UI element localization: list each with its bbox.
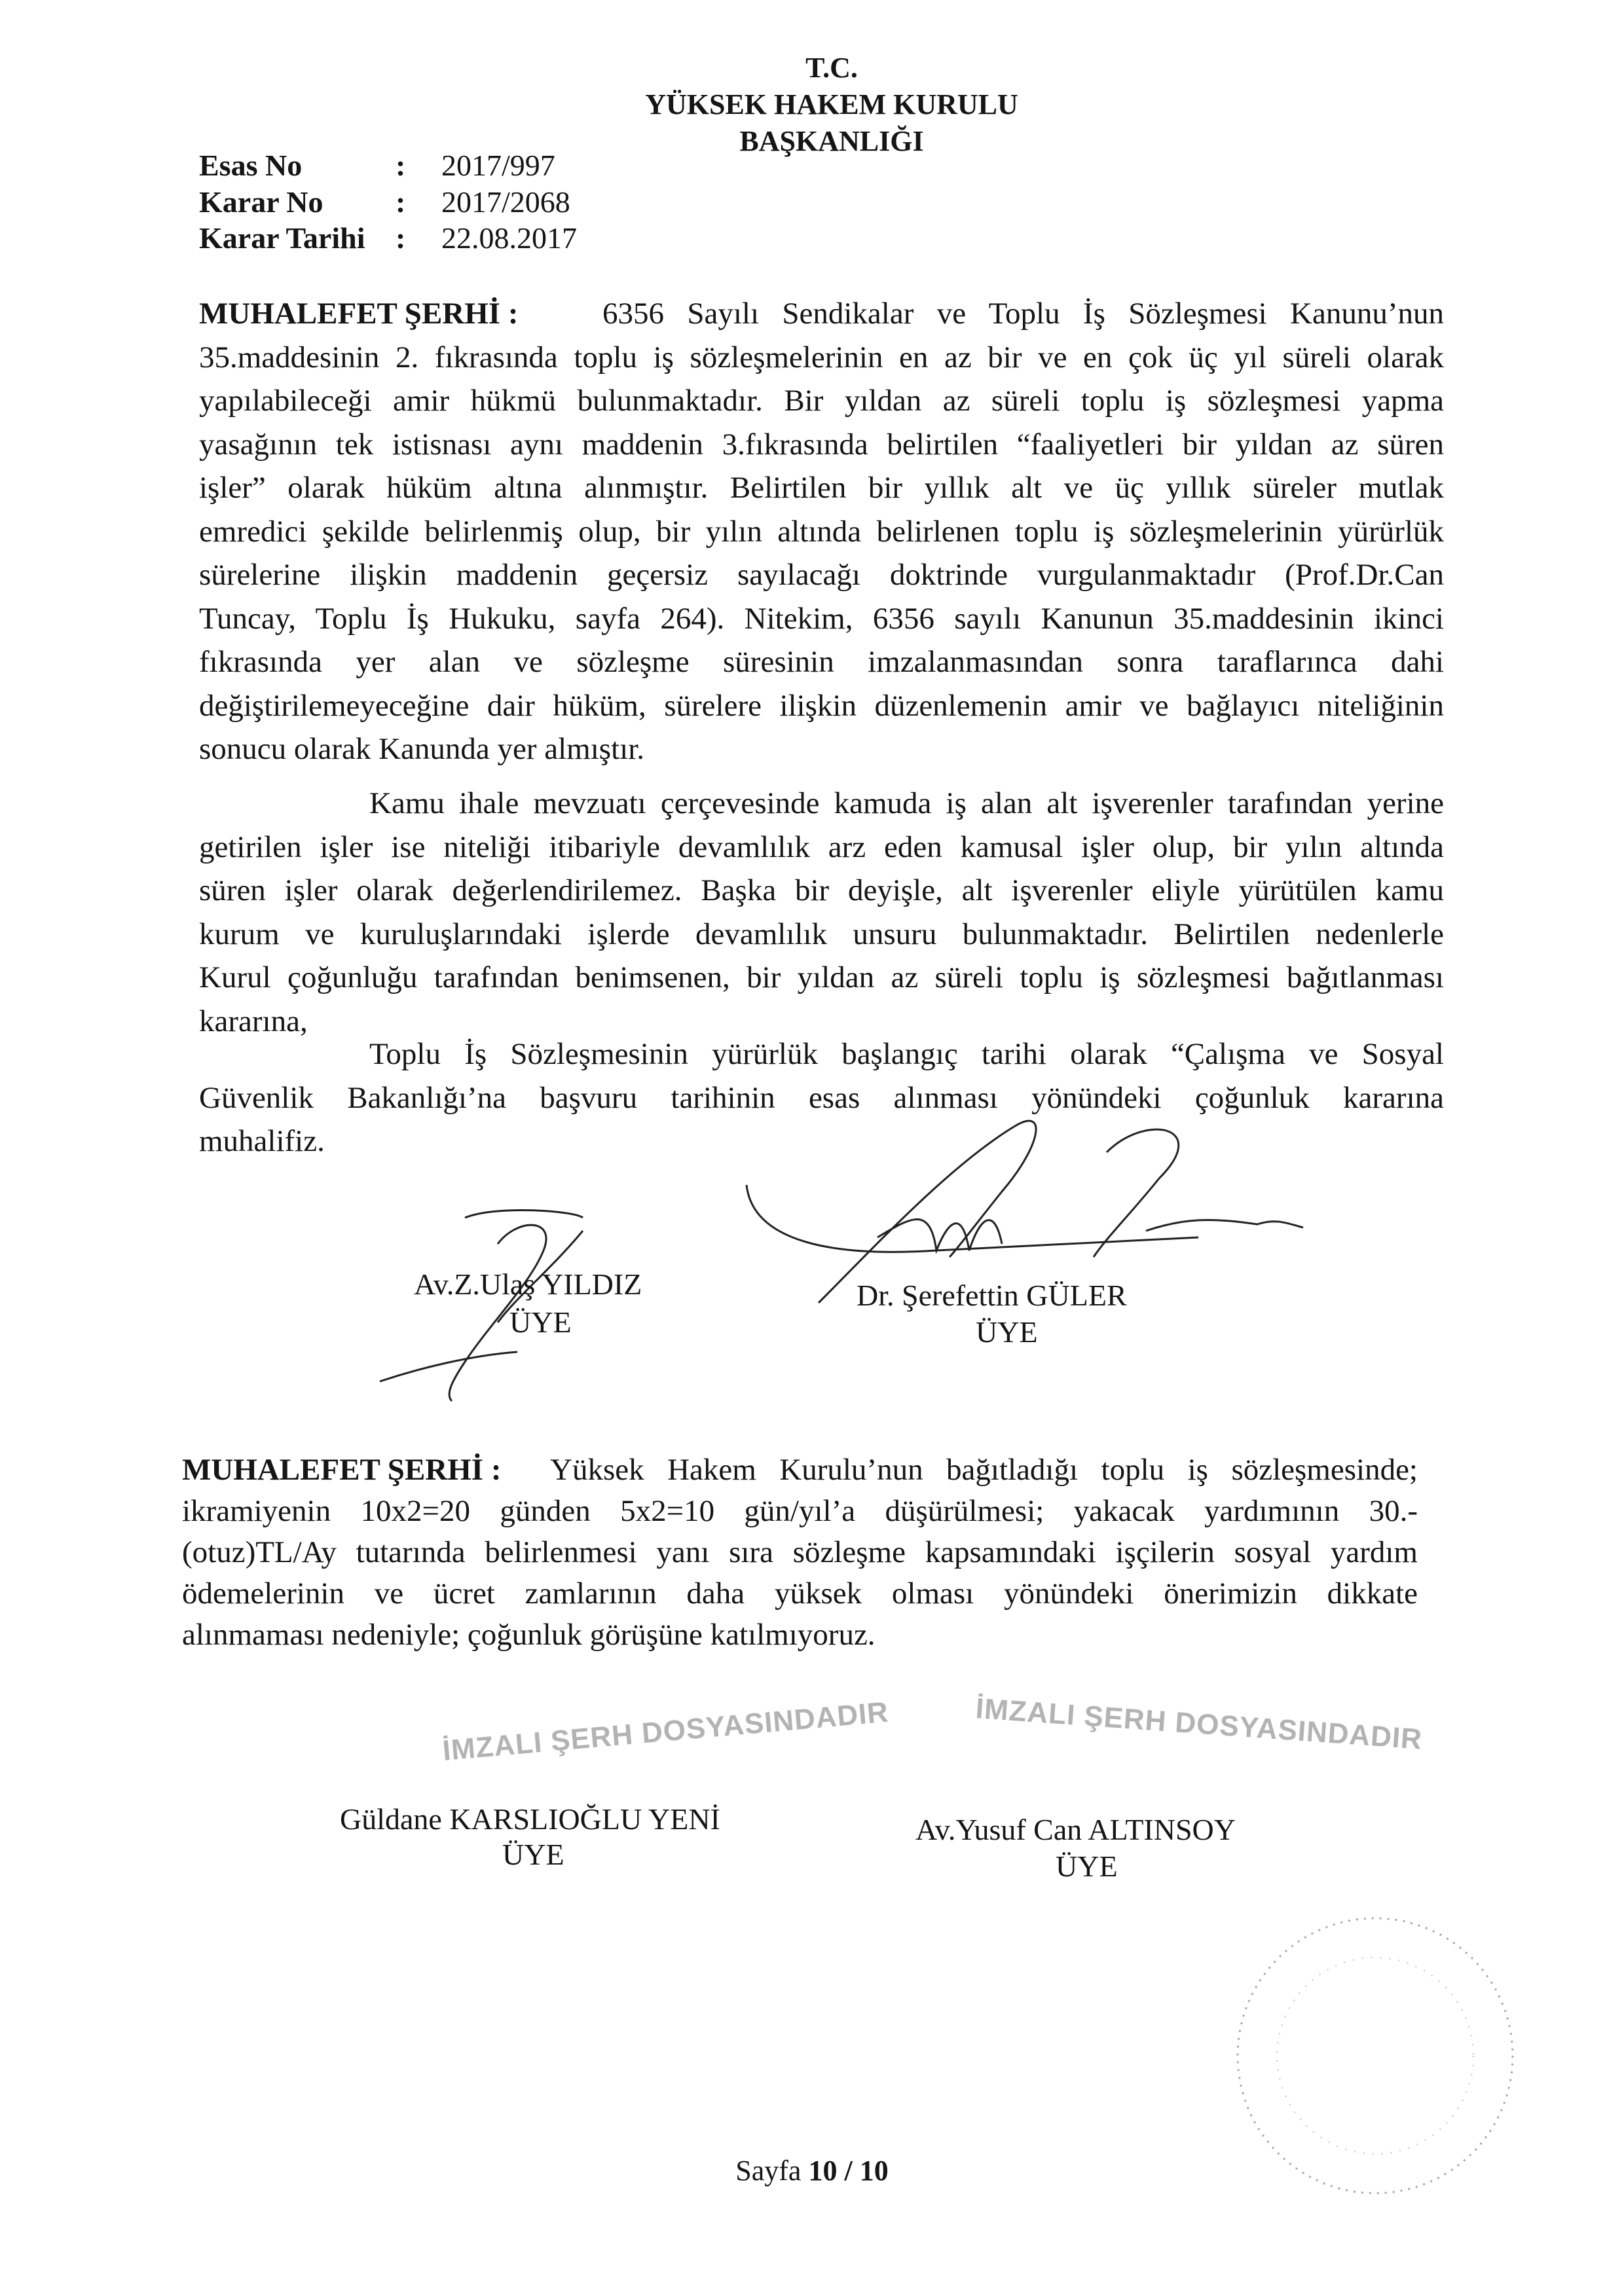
paragraph-line: getirilen işler ise niteliği itibariyle devamlılık arz eden kamusal işler olup, bir yılın altında [199, 829, 1444, 864]
karar-tarihi-row [199, 221, 577, 255]
paragraph-line: Tuncay, Toplu İş Hukuku, sayfa 264). Nitekim, 6356 sayılı Kanunun 35.maddesinin ikinci [199, 601, 1444, 636]
meta-value: 22.08.2017 [441, 221, 577, 255]
meta-label: Esas No [199, 149, 303, 182]
paragraph-line: değiştirilemeyeceğine dair hüküm, sürelere ilişkin düzenlemenin amir ve bağlayıcı niteliğinin [199, 688, 1444, 723]
header-institution: YÜKSEK HAKEM KURULU [645, 88, 1018, 120]
signed-on-file-stamp: İMZALI ŞERH DOSYASINDADIR [441, 1696, 890, 1767]
paragraph-line: süren işler olarak değerlendirilemez. Başka bir deyişle, alt işverenler eliyle yürütülen kamu [199, 873, 1444, 907]
signatory-role: ÜYE [509, 1305, 572, 1339]
paragraph-line: kararına, [199, 1004, 308, 1038]
paragraph-line: Kurul çoğunluğu tarafından benimsenen, bir yıldan az süreli toplu iş sözleşmesi bağıtlanması [199, 960, 1444, 994]
signed-on-file-stamp: İMZALI ŞERH DOSYASINDADIR [974, 1692, 1424, 1756]
paragraph-line: sürelerine ilişkin maddenin geçersiz sayılacağı doktrinde vurgulanmaktadır (Prof.Dr.Can [199, 558, 1444, 592]
signatory-name: Av.Z.Ulaş YILDIZ [414, 1267, 642, 1301]
meta-colon: : [396, 149, 406, 182]
signatory-name: Dr. Şerefettin GÜLER [857, 1279, 1127, 1312]
paragraph-line: Yüksek Hakem Kurulu’nun bağıtladığı toplu iş sözleşmesinde; [550, 1453, 1418, 1487]
signature-guler [740, 1087, 1329, 1309]
meta-label: Karar Tarihi [199, 221, 365, 255]
meta-label: Karar No [199, 185, 323, 219]
paragraph-line: Toplu İş Sözleşmesinin yürürlük başlangıç tarihi olarak “Çalışma ve Sosyal [369, 1037, 1444, 1071]
karar-no-row [199, 185, 570, 219]
paragraph-line: muhalifiz. [199, 1124, 325, 1158]
header-tc: T.C. [805, 52, 858, 84]
meta-colon: : [396, 185, 406, 219]
paragraph-line: Güvenlik Bakanlığı’na başvuru tarihinin esas alınması yönündeki çoğunluk kararına [199, 1080, 1444, 1115]
paragraph-line: yapılabileceği amir hükmü bulunmaktadır. Bir yıldan az süreli toplu iş sözleşmesi yapma [199, 384, 1444, 418]
paragraph-line: Kamu ihale mevzuatı çerçevesinde kamuda iş alan alt işverenler tarafından yerine [369, 786, 1444, 820]
paragraph-line: kurum ve kuruluşlarındaki işlerde devamlılık unsuru bulunmaktadır. Belirtilen nedenlerle [199, 917, 1444, 951]
paragraph-line: sonucu olarak Kanunda yer almıştır. [199, 732, 645, 766]
page-value: 10 / 10 [808, 2155, 889, 2187]
dissent-heading: MUHALEFET ŞERHİ : [199, 297, 519, 331]
meta-colon: : [396, 221, 406, 255]
paragraph-line: (otuz)TL/Ay tutarında belirlenmesi yanı sıra sözleşme kapsamındaki işçilerin sosyal yardım [182, 1535, 1418, 1569]
paragraph-line: yasağının tek istisnası aynı maddenin 3.fıkrasında belirtilen “faaliyetleri bir yıldan az süren [199, 427, 1444, 462]
signatory-role: ÜYE [976, 1315, 1038, 1349]
dissent-heading: MUHALEFET ŞERHİ : [182, 1453, 502, 1487]
paragraph-line: emredici şekilde belirlenmiş olup, bir yılın altında belirlenen toplu iş sözleşmelerinin yürürlük [199, 514, 1444, 549]
signatory-role: ÜYE [1056, 1850, 1118, 1883]
signatory-role: ÜYE [502, 1838, 564, 1871]
paragraph-line: ikramiyenin 10x2=20 günden 5x2=10 gün/yıl’a düşürülmesi; yakacak yardımının 30.- [182, 1494, 1418, 1528]
paragraph-line: 35.maddesinin 2. fıkrasında toplu iş sözleşmelerinin en az bir ve en çok üç yıl süreli olarak [199, 340, 1444, 374]
paragraph-line: alınmaması nedeniyle; çoğunluk görüşüne katılmıyoruz. [182, 1618, 876, 1652]
meta-value: 2017/2068 [441, 185, 570, 219]
header-presidency: BAŞKANLIĞI [739, 125, 924, 157]
paragraph-line: 6356 Sayılı Sendikalar ve Toplu İş Sözleşmesi Kanunu’nun [602, 297, 1444, 331]
page-number [0, 2154, 1624, 2187]
signatory-name: Av.Yusuf Can ALTINSOY [915, 1813, 1236, 1846]
meta-value: 2017/997 [441, 149, 555, 182]
paragraph-line: ödemelerinin ve ücret zamlarının daha yüksek olması yönündeki önerimizin dikkate [182, 1576, 1418, 1611]
esas-no-row [199, 148, 555, 183]
paragraph-line: fıkrasında yer alan ve sözleşme süresinin imzalanmasından sonra taraflarınca dahi [199, 645, 1444, 679]
signatory-name: Güldane KARSLIOĞLU YENİ [340, 1802, 720, 1836]
page-label: Sayfa [735, 2155, 809, 2187]
paragraph-line: işler” olarak hüküm altına alınmıştır. Belirtilen bir yıllık alt ve üç yıllık süreler mutlak [199, 471, 1444, 505]
